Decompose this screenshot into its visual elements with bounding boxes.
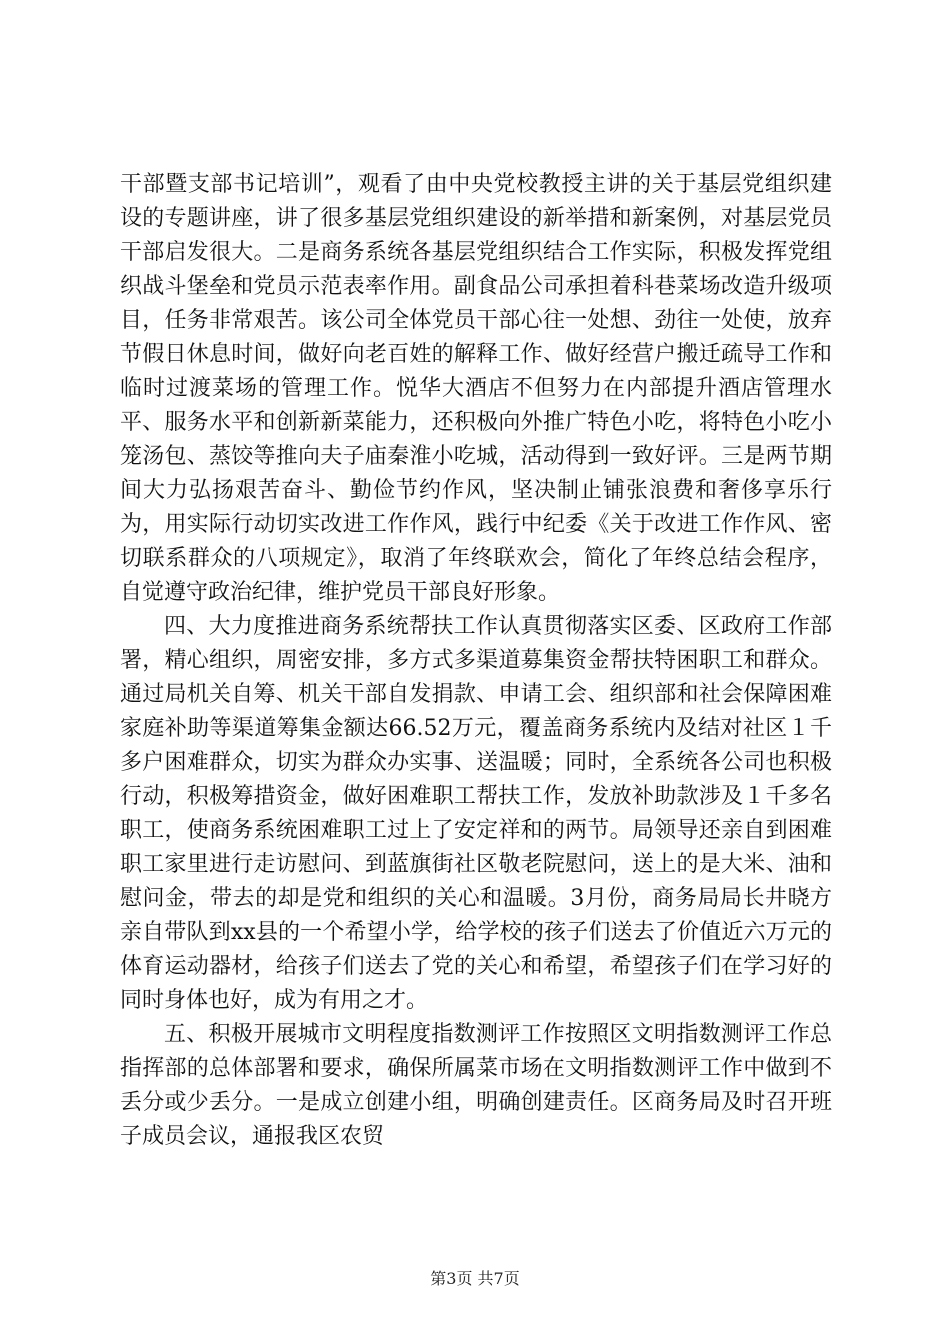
paragraph-section-five: 五、积极开展城市文明程度指数测评工作按照区文明指数测评工作总指挥部的总体部署和要求，确保所属菜市场在文明指数测评工作中做到不丢分或少丢分。一是成立创建小组，明确创建责任。区商务局及时召开班子成员会议，通报我区农贸 xyxy=(120,1022,832,1149)
paragraph-continuation: 干部暨支部书记培训”，观看了由中央党校教授主讲的关于基层党组织建设的专题讲座，讲了很多基层党组织建设的新举措和新案例，对基层党员干部启发很大。二是商务系统各基层党组织结合工作实际，积极发挥党组织战斗堡垒和党员示范表率作用。副食品公司承担着科巷菜场改造升级项目，任务非常艰苦。该公司全体党员干部心往一处想、劲往一处使，放弃节假日休息时间，做好向老百姓的解释工作、做好经营户搬迁疏导工作和临时过渡菜场的管理工作。悦华大酒店不但努力在内部提升酒店管理水平、服务水平和创新新菜能力，还积极向外推广特色小吃，将特色小吃小笼汤包、蒸饺等推向夫子庙秦淮小吃城，活动得到一致好评。三是两节期间大力弘扬艰苦奋斗、勤俭节约作风，坚决制止铺张浪费和奢侈享乐行为，用实际行动切实改进工作作风，践行中纪委《关于改进工作作风、密切联系群众的八项规定》，取消了年终联欢会，简化了年终总结会程序，自觉遵守政治纪律，维护党员干部良好形象。 xyxy=(120,172,832,605)
page-footer: 第3页 共7页 xyxy=(430,1269,520,1288)
paragraph-section-four: 四、大力度推进商务系统帮扶工作认真贯彻落实区委、区政府工作部署，精心组织，周密安排，多方式多渠道募集资金帮扶特困职工和群众。通过局机关自筹、机关干部自发捐款、申请工会、组织部和社会保障困难家庭补助等渠道筹集金额达66.52万元，覆盖商务系统内及结对社区１千多户困难群众，切实为群众办实事、送温暖；同时，全系统各公司也积极行动，积极筹措资金，做好困难职工帮扶工作，发放补助款涉及１千多名职工，使商务系统困难职工过上了安定祥和的两节。局领导还亲自到困难职工家里进行走访慰问、到蓝旗街社区敬老院慰问，送上的是大米、油和慰问金，带去的却是党和组织的关心和温暖。3月份，商务局局长井晓方亲自带队到xx县的一个希望小学，给学校的孩子们送去了价值近六万元的体育运动器材，给孩子们送去了党的关心和希望，希望孩子们在学习好的同时身体也好，成为有用之才。 xyxy=(120,614,832,1013)
document-body xyxy=(120,168,832,1154)
